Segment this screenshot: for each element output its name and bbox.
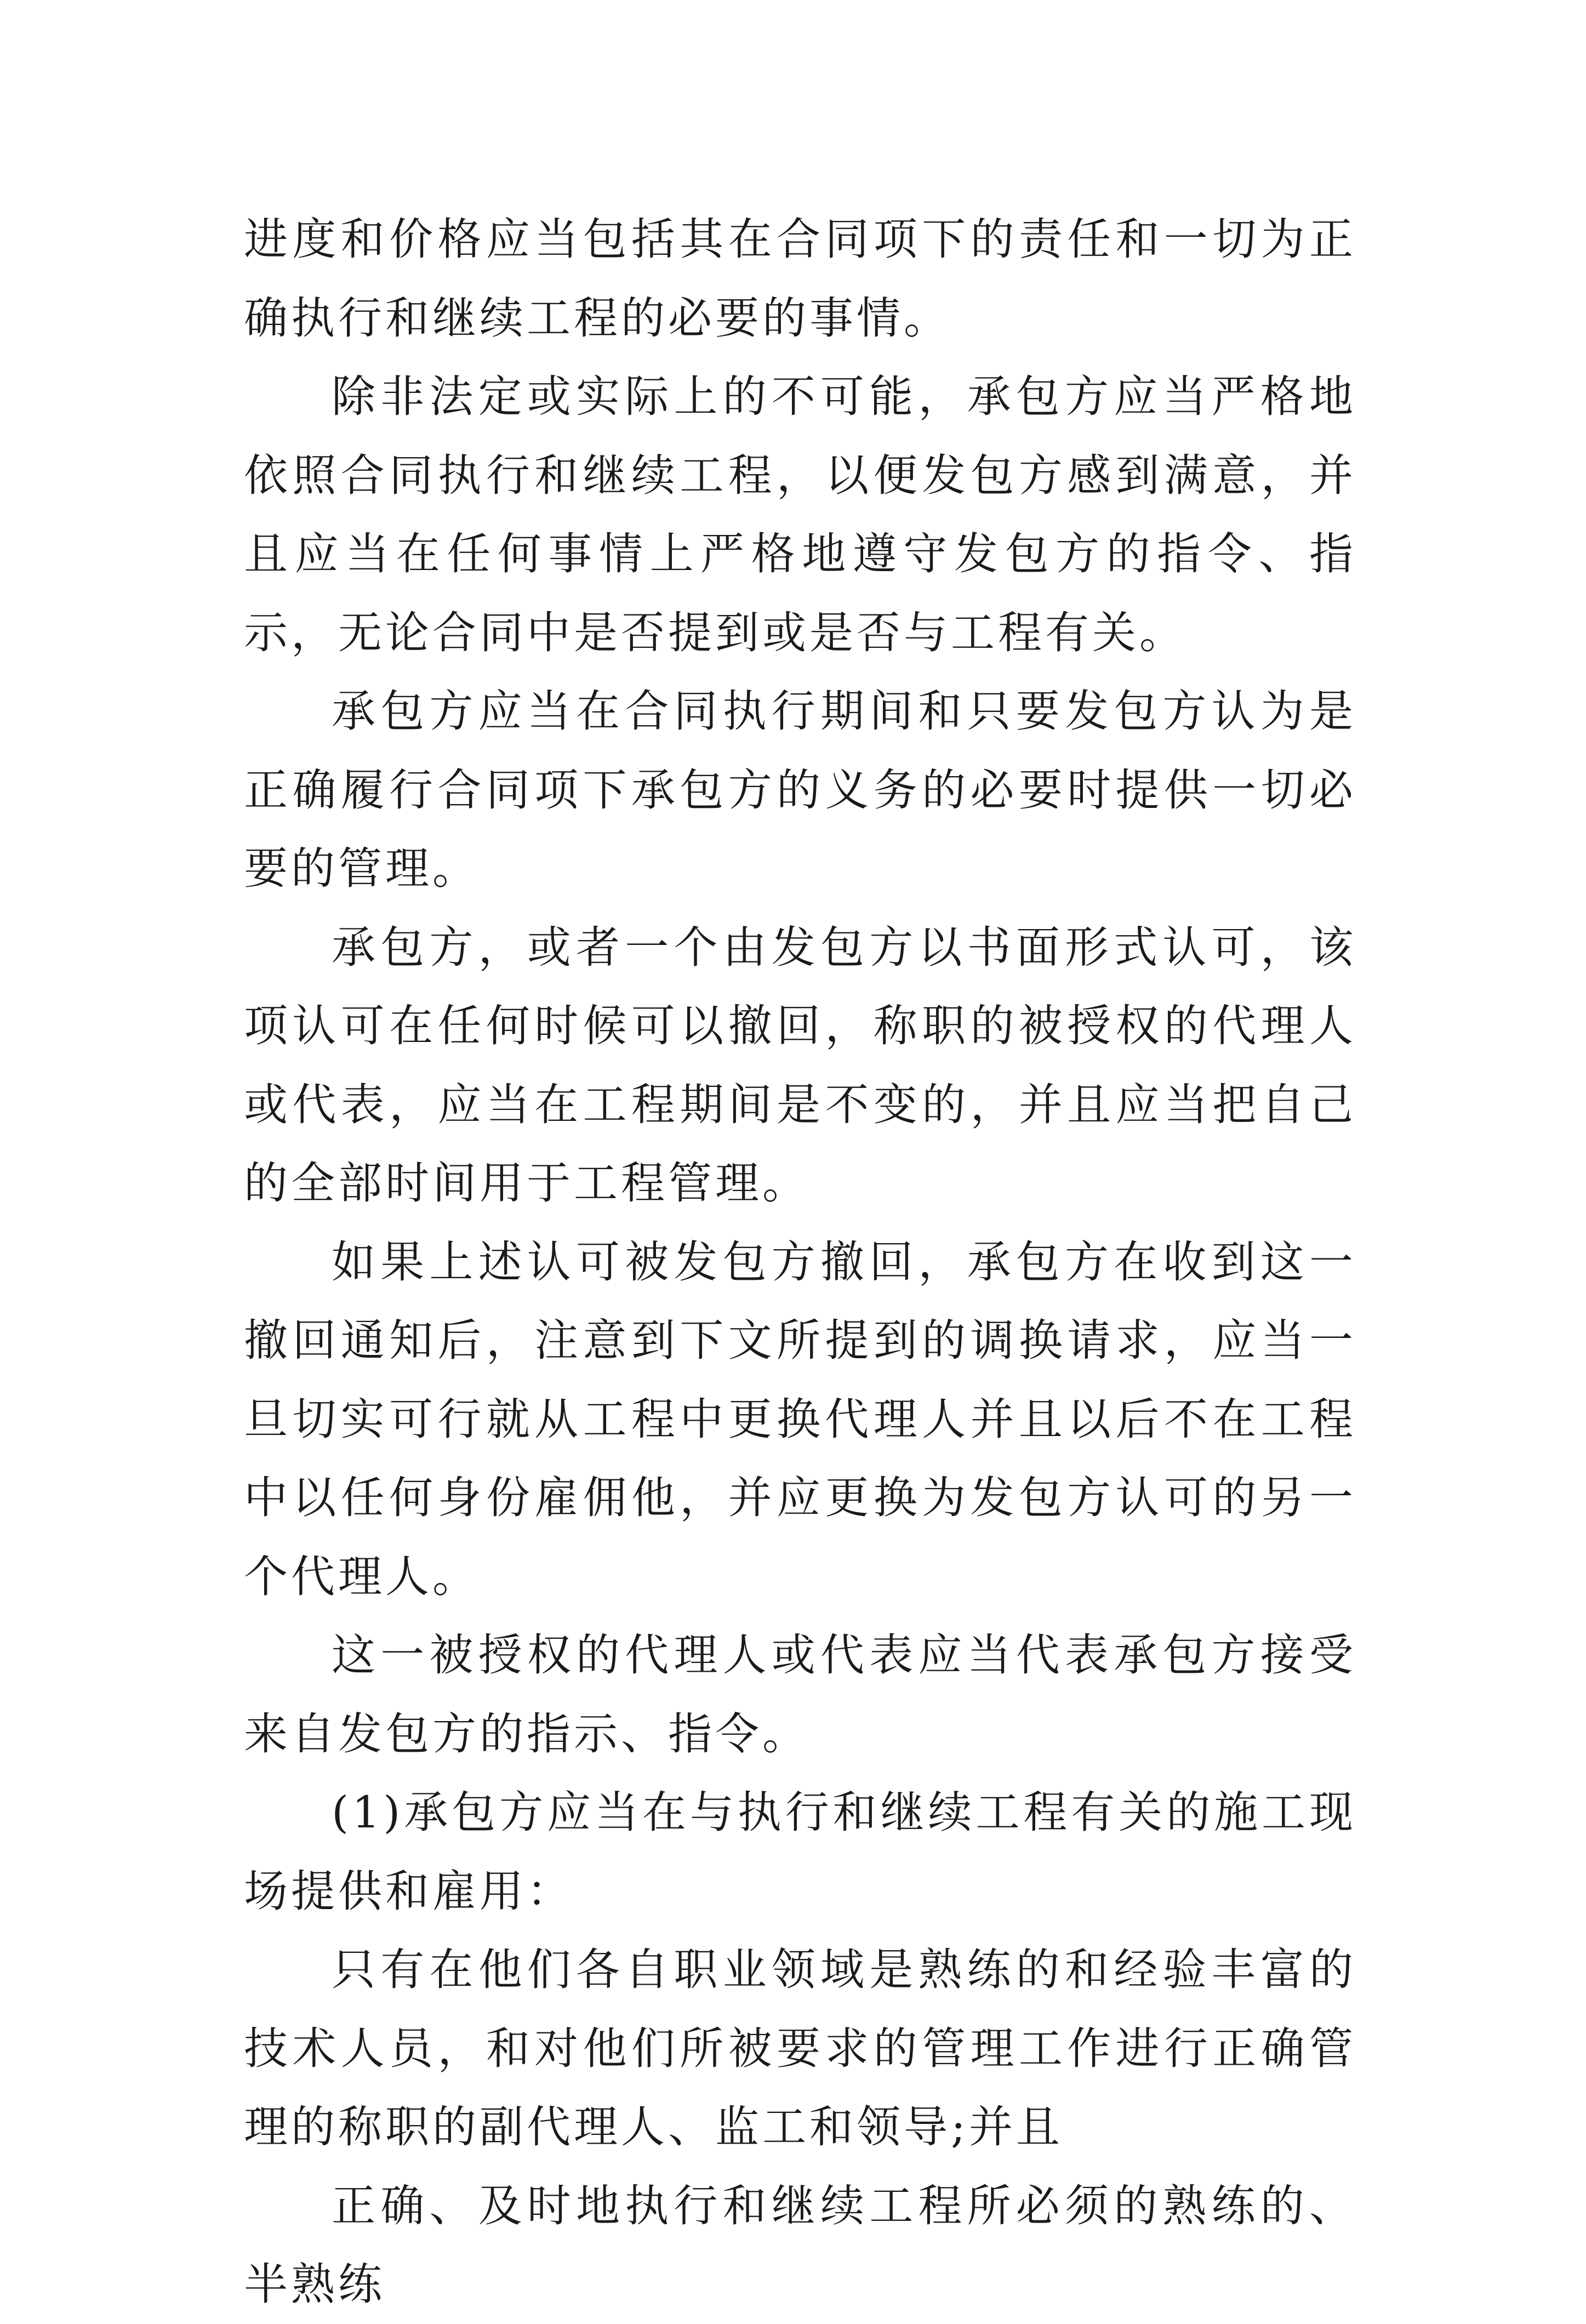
paragraph-4: 承包方，或者一个由发包方以书面形式认可，该项认可在任何时候可以撤回，称职的被授权的代理人或代表，应当在工程期间是不变的，并且应当把自己的全部时间用于工程管理。 xyxy=(244,921,1356,1209)
paragraph-3: 承包方应当在合同执行期间和只要发包方认为是正确履行合同项下承包方的义务的必要时提供一切必要的管理。 xyxy=(244,686,1356,894)
paragraph-5: 如果上述认可被发包方撤回，承包方在收到这一撤回通知后，注意到下文所提到的调换请求，应当一旦切实可行就从工程中更换代理人并且以后不在工程中以任何身份雇佣他，并应更换为发包方认可的另一个代理人。 xyxy=(244,1236,1356,1602)
paragraph-1: 进度和价格应当包括其在合同项下的责任和一切为正确执行和继续工程的必要的事情。 xyxy=(244,214,1356,344)
paragraph-6: 这一被授权的代理人或代表应当代表承包方接受来自发包方的指示、指令。 xyxy=(244,1630,1356,1759)
paragraph-7: (1)承包方应当在与执行和继续工程有关的施工现场提供和雇用： xyxy=(244,1787,1356,1917)
paragraph-8: 只有在他们各自职业领域是熟练的和经验丰富的技术人员，和对他们所被要求的管理工作进行正确管理的称职的副代理人、监工和领导;并且 xyxy=(244,1944,1356,2152)
paragraph-2: 除非法定或实际上的不可能，承包方应当严格地依照合同执行和继续工程，以便发包方感到满意，并且应当在任何事情上严格地遵守发包方的指令、指示，无论合同中是否提到或是否与工程有关。 xyxy=(244,371,1356,658)
paragraph-9: 正确、及时地执行和继续工程所必须的熟练的、半熟练 xyxy=(244,2180,1356,2310)
body-text xyxy=(244,200,1356,2324)
